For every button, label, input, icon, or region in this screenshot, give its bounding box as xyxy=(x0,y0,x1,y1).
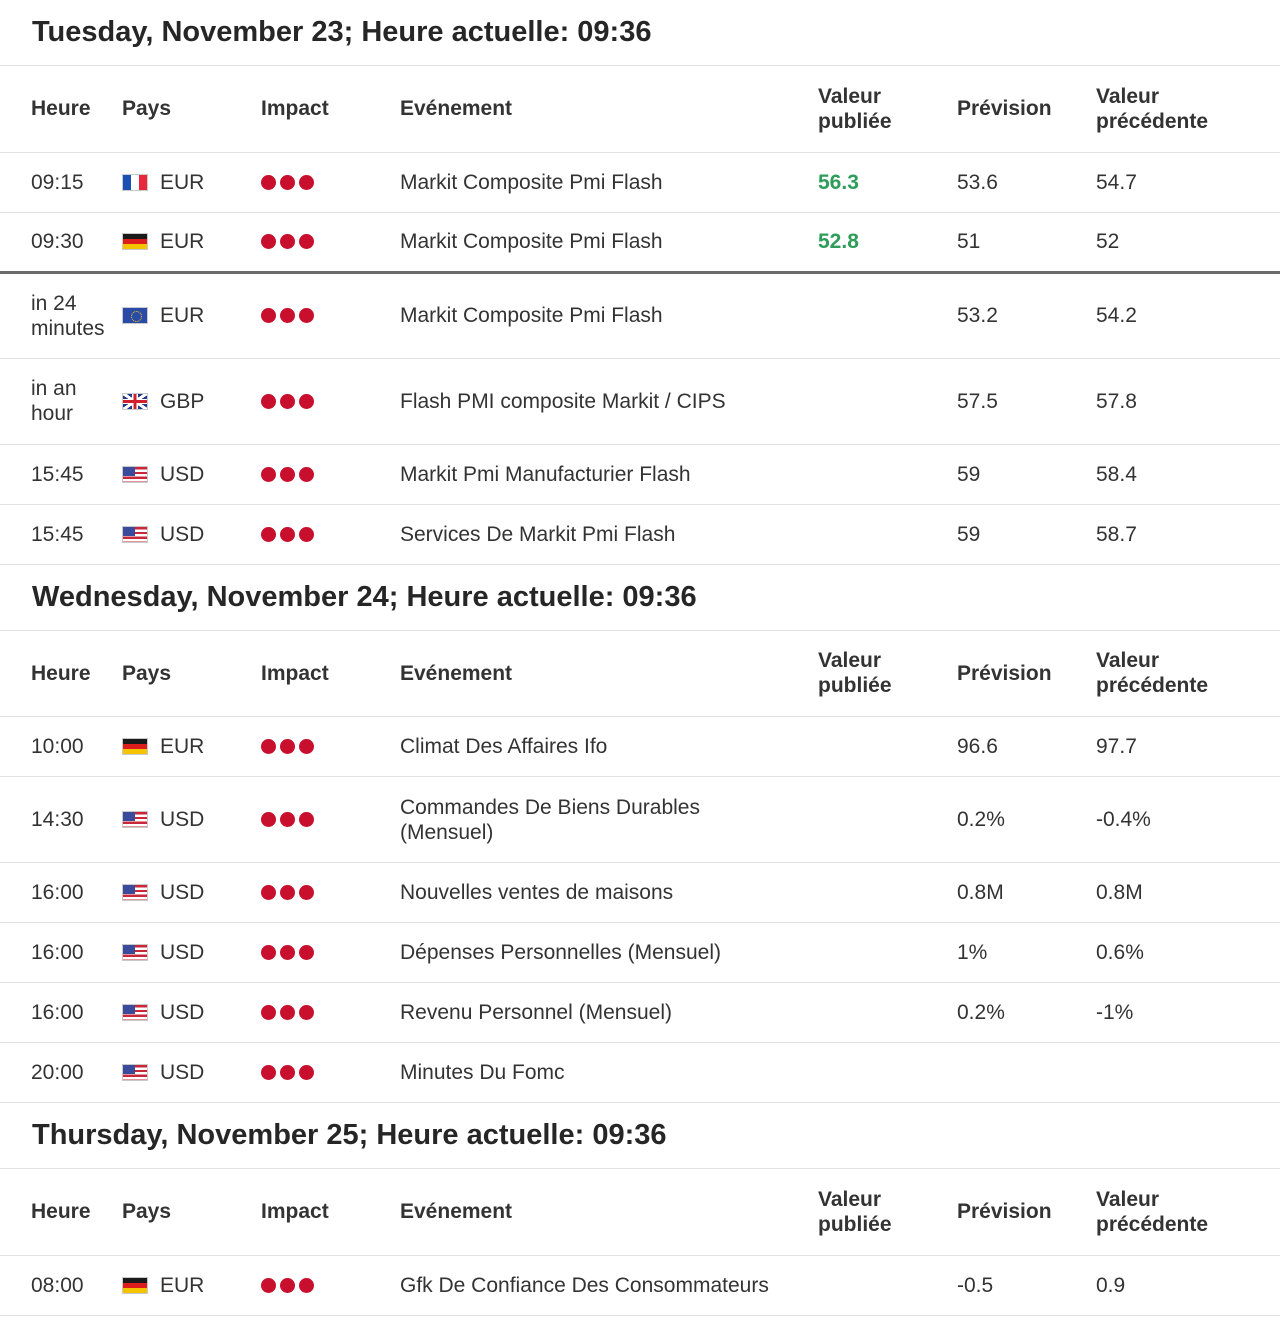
day-section xyxy=(0,1103,1280,1316)
impact-dot-icon xyxy=(280,739,295,754)
event-row[interactable] xyxy=(0,358,1280,444)
germany-flag-icon xyxy=(122,233,148,250)
event-name[interactable]: Minutes Du Fomc xyxy=(400,1043,818,1103)
events-table xyxy=(0,66,1280,565)
event-name[interactable]: Flash PMI composite Markit / CIPS xyxy=(400,358,818,444)
impact-indicator xyxy=(261,739,400,754)
time-header: Heure xyxy=(0,66,122,152)
event-row[interactable] xyxy=(0,152,1280,212)
event-row[interactable] xyxy=(0,923,1280,983)
event-forecast: 0.2% xyxy=(957,983,1096,1043)
event-country xyxy=(122,272,261,358)
impact-dot-icon xyxy=(299,467,314,482)
country-cell xyxy=(122,1060,261,1085)
event-row[interactable] xyxy=(0,983,1280,1043)
event-impact xyxy=(261,272,400,358)
event-row[interactable] xyxy=(0,272,1280,358)
forecast-header: Prévision xyxy=(957,1169,1096,1255)
event-forecast: 1% xyxy=(957,923,1096,983)
event-name[interactable]: Dépenses Personnelles (Mensuel) xyxy=(400,923,818,983)
us-flag-icon xyxy=(122,811,148,828)
event-previous: 52 xyxy=(1096,212,1280,272)
impact-indicator xyxy=(261,1278,400,1293)
events-table xyxy=(0,1169,1280,1316)
impact-dot-icon xyxy=(261,945,276,960)
impact-dot-icon xyxy=(299,175,314,190)
country-header: Pays xyxy=(122,1169,261,1255)
event-header: Evénement xyxy=(400,631,818,717)
event-time: 16:00 xyxy=(0,923,122,983)
impact-dot-icon xyxy=(299,1005,314,1020)
event-time: 20:00 xyxy=(0,1043,122,1103)
event-country xyxy=(122,777,261,863)
event-previous: 0.9 xyxy=(1096,1255,1280,1315)
event-header: Evénement xyxy=(400,66,818,152)
impact-dot-icon xyxy=(299,739,314,754)
day-title: Wednesday, November 24; Heure actuelle: 09:36 xyxy=(0,565,1280,631)
event-forecast: 0.8M xyxy=(957,863,1096,923)
impact-dot-icon xyxy=(280,1065,295,1080)
impact-indicator xyxy=(261,812,400,827)
country-cell xyxy=(122,303,261,328)
impact-dot-icon xyxy=(280,308,295,323)
currency-code: USD xyxy=(160,462,205,486)
actual-header: Valeur publiée xyxy=(818,1169,957,1255)
event-forecast: 53.2 xyxy=(957,272,1096,358)
day-title: Thursday, November 25; Heure actuelle: 09:36 xyxy=(0,1103,1280,1169)
us-flag-icon xyxy=(122,466,148,483)
currency-code: EUR xyxy=(160,304,205,327)
events-table xyxy=(0,631,1280,1104)
impact-indicator xyxy=(261,308,400,323)
impact-indicator xyxy=(261,945,400,960)
event-row[interactable] xyxy=(0,863,1280,923)
country-cell xyxy=(122,1273,261,1298)
impact-dot-icon xyxy=(280,234,295,249)
currency-code: USD xyxy=(160,941,205,964)
day-title: Tuesday, November 23; Heure actuelle: 09:36 xyxy=(0,0,1280,66)
day-section xyxy=(0,0,1280,565)
event-previous: 0.8M xyxy=(1096,863,1280,923)
event-forecast: 59 xyxy=(957,444,1096,504)
country-cell xyxy=(122,880,261,905)
event-actual xyxy=(818,983,957,1043)
event-actual xyxy=(818,717,957,777)
event-forecast: 51 xyxy=(957,212,1096,272)
impact-dot-icon xyxy=(261,467,276,482)
country-cell xyxy=(122,229,261,254)
uk-flag-icon xyxy=(122,393,148,410)
country-cell xyxy=(122,462,261,487)
impact-indicator xyxy=(261,527,400,542)
event-impact xyxy=(261,504,400,564)
event-previous: 57.8 xyxy=(1096,358,1280,444)
event-actual: 52.8 xyxy=(818,212,957,272)
event-previous: 58.7 xyxy=(1096,504,1280,564)
event-time: 09:15 xyxy=(0,152,122,212)
time-header: Heure xyxy=(0,1169,122,1255)
event-name[interactable]: Services De Markit Pmi Flash xyxy=(400,504,818,564)
event-forecast: 0.2% xyxy=(957,777,1096,863)
event-name[interactable]: Markit Composite Pmi Flash xyxy=(400,212,818,272)
germany-flag-icon xyxy=(122,1277,148,1294)
event-country xyxy=(122,1255,261,1315)
impact-dot-icon xyxy=(280,175,295,190)
event-impact xyxy=(261,152,400,212)
impact-dot-icon xyxy=(299,885,314,900)
country-cell xyxy=(122,807,261,832)
us-flag-icon xyxy=(122,884,148,901)
impact-dot-icon xyxy=(280,394,295,409)
impact-dot-icon xyxy=(261,527,276,542)
event-time: 14:30 xyxy=(0,777,122,863)
event-row[interactable] xyxy=(0,1043,1280,1103)
day-section xyxy=(0,565,1280,1104)
impact-indicator xyxy=(261,885,400,900)
impact-indicator xyxy=(261,1005,400,1020)
event-name[interactable]: Gfk De Confiance Des Consommateurs xyxy=(400,1255,818,1315)
impact-dot-icon xyxy=(261,308,276,323)
event-country xyxy=(122,444,261,504)
country-cell xyxy=(122,940,261,965)
event-time: 16:00 xyxy=(0,863,122,923)
impact-dot-icon xyxy=(299,1065,314,1080)
event-country xyxy=(122,983,261,1043)
event-forecast: 53.6 xyxy=(957,152,1096,212)
event-impact xyxy=(261,923,400,983)
impact-dot-icon xyxy=(299,234,314,249)
event-forecast: 59 xyxy=(957,504,1096,564)
event-country xyxy=(122,1043,261,1103)
impact-header: Impact xyxy=(261,1169,400,1255)
event-row[interactable] xyxy=(0,777,1280,863)
country-header: Pays xyxy=(122,631,261,717)
event-time: 08:00 xyxy=(0,1255,122,1315)
event-actual xyxy=(818,1043,957,1103)
country-cell xyxy=(122,170,261,195)
forecast-header: Prévision xyxy=(957,631,1096,717)
currency-code: USD xyxy=(160,1001,205,1024)
actual-header: Valeur publiée xyxy=(818,66,957,152)
impact-indicator xyxy=(261,175,400,190)
event-time: 10:00 xyxy=(0,717,122,777)
event-row[interactable] xyxy=(0,504,1280,564)
impact-header: Impact xyxy=(261,66,400,152)
event-header: Evénement xyxy=(400,1169,818,1255)
impact-dot-icon xyxy=(299,1278,314,1293)
event-name[interactable]: Revenu Personnel (Mensuel) xyxy=(400,983,818,1043)
currency-code: GBP xyxy=(160,389,205,413)
event-country xyxy=(122,863,261,923)
event-name[interactable]: Climat Des Affaires Ifo xyxy=(400,717,818,777)
impact-dot-icon xyxy=(280,1005,295,1020)
impact-dot-icon xyxy=(261,1278,276,1293)
us-flag-icon xyxy=(122,526,148,543)
event-row[interactable] xyxy=(0,717,1280,777)
event-impact xyxy=(261,212,400,272)
impact-dot-icon xyxy=(261,175,276,190)
previous-header: Valeur précédente xyxy=(1096,631,1280,717)
country-cell xyxy=(122,1000,261,1025)
impact-dot-icon xyxy=(299,812,314,827)
impact-header: Impact xyxy=(261,631,400,717)
event-previous xyxy=(1096,1043,1280,1103)
country-cell xyxy=(122,522,261,547)
us-flag-icon xyxy=(122,944,148,961)
event-previous: -1% xyxy=(1096,983,1280,1043)
event-country xyxy=(122,504,261,564)
event-time: 16:00 xyxy=(0,983,122,1043)
impact-dot-icon xyxy=(299,394,314,409)
impact-dot-icon xyxy=(299,945,314,960)
event-previous: 0.6% xyxy=(1096,923,1280,983)
event-previous: -0.4% xyxy=(1096,777,1280,863)
header-row xyxy=(0,631,1280,717)
event-country xyxy=(122,923,261,983)
event-name[interactable]: Markit Pmi Manufacturier Flash xyxy=(400,444,818,504)
event-actual xyxy=(818,272,957,358)
event-time: 09:30 xyxy=(0,212,122,272)
event-impact xyxy=(261,444,400,504)
event-time: 15:45 xyxy=(0,504,122,564)
currency-code: USD xyxy=(160,881,205,904)
event-actual xyxy=(818,444,957,504)
event-previous: 58.4 xyxy=(1096,444,1280,504)
impact-dot-icon xyxy=(280,945,295,960)
impact-dot-icon xyxy=(261,1065,276,1080)
actual-header: Valeur publiée xyxy=(818,631,957,717)
event-row[interactable] xyxy=(0,444,1280,504)
previous-header: Valeur précédente xyxy=(1096,1169,1280,1255)
event-actual xyxy=(818,504,957,564)
event-previous: 97.7 xyxy=(1096,717,1280,777)
country-cell xyxy=(122,389,261,414)
impact-dot-icon xyxy=(261,885,276,900)
event-actual xyxy=(818,923,957,983)
previous-header: Valeur précédente xyxy=(1096,66,1280,152)
currency-code: EUR xyxy=(160,735,205,758)
impact-dot-icon xyxy=(280,812,295,827)
currency-code: USD xyxy=(160,1061,205,1084)
event-impact xyxy=(261,717,400,777)
event-time: in an hour xyxy=(0,358,122,444)
impact-dot-icon xyxy=(261,394,276,409)
event-forecast: 96.6 xyxy=(957,717,1096,777)
event-forecast: 57.5 xyxy=(957,358,1096,444)
event-country xyxy=(122,212,261,272)
event-actual: 56.3 xyxy=(818,152,957,212)
event-previous: 54.2 xyxy=(1096,272,1280,358)
impact-dot-icon xyxy=(261,1005,276,1020)
event-impact xyxy=(261,1255,400,1315)
header-row xyxy=(0,1169,1280,1255)
event-name[interactable]: Commandes De Biens Durables (Mensuel) xyxy=(400,777,818,863)
event-time: 15:45 xyxy=(0,444,122,504)
event-name[interactable]: Markit Composite Pmi Flash xyxy=(400,152,818,212)
event-impact xyxy=(261,358,400,444)
impact-dot-icon xyxy=(280,527,295,542)
event-actual xyxy=(818,358,957,444)
event-country xyxy=(122,152,261,212)
event-actual xyxy=(818,863,957,923)
impact-dot-icon xyxy=(299,527,314,542)
event-actual xyxy=(818,1255,957,1315)
time-header: Heure xyxy=(0,631,122,717)
event-country xyxy=(122,717,261,777)
france-flag-icon xyxy=(122,174,148,191)
impact-indicator xyxy=(261,394,400,409)
impact-dot-icon xyxy=(299,308,314,323)
event-country xyxy=(122,358,261,444)
germany-flag-icon xyxy=(122,738,148,755)
event-impact xyxy=(261,777,400,863)
impact-indicator xyxy=(261,467,400,482)
us-flag-icon xyxy=(122,1064,148,1081)
forecast-header: Prévision xyxy=(957,66,1096,152)
event-impact xyxy=(261,863,400,923)
eu-flag-icon xyxy=(122,307,148,324)
impact-dot-icon xyxy=(261,234,276,249)
impact-dot-icon xyxy=(280,467,295,482)
country-header: Pays xyxy=(122,66,261,152)
event-impact xyxy=(261,983,400,1043)
currency-code: USD xyxy=(160,522,205,546)
currency-code: USD xyxy=(160,808,205,831)
currency-code: EUR xyxy=(160,1273,205,1297)
currency-code: EUR xyxy=(160,230,205,253)
event-name[interactable]: Markit Composite Pmi Flash xyxy=(400,272,818,358)
impact-dot-icon xyxy=(280,1278,295,1293)
event-previous: 54.7 xyxy=(1096,152,1280,212)
impact-indicator xyxy=(261,1065,400,1080)
event-forecast: -0.5 xyxy=(957,1255,1096,1315)
impact-dot-icon xyxy=(280,885,295,900)
currency-code: EUR xyxy=(160,170,205,194)
event-row[interactable] xyxy=(0,212,1280,272)
impact-dot-icon xyxy=(261,812,276,827)
event-name[interactable]: Nouvelles ventes de maisons xyxy=(400,863,818,923)
us-flag-icon xyxy=(122,1004,148,1021)
impact-dot-icon xyxy=(261,739,276,754)
impact-indicator xyxy=(261,234,400,249)
event-time: in 24 minutes xyxy=(0,272,122,358)
header-row xyxy=(0,66,1280,152)
event-impact xyxy=(261,1043,400,1103)
event-actual xyxy=(818,777,957,863)
event-row[interactable] xyxy=(0,1255,1280,1315)
country-cell xyxy=(122,734,261,759)
event-forecast xyxy=(957,1043,1096,1103)
